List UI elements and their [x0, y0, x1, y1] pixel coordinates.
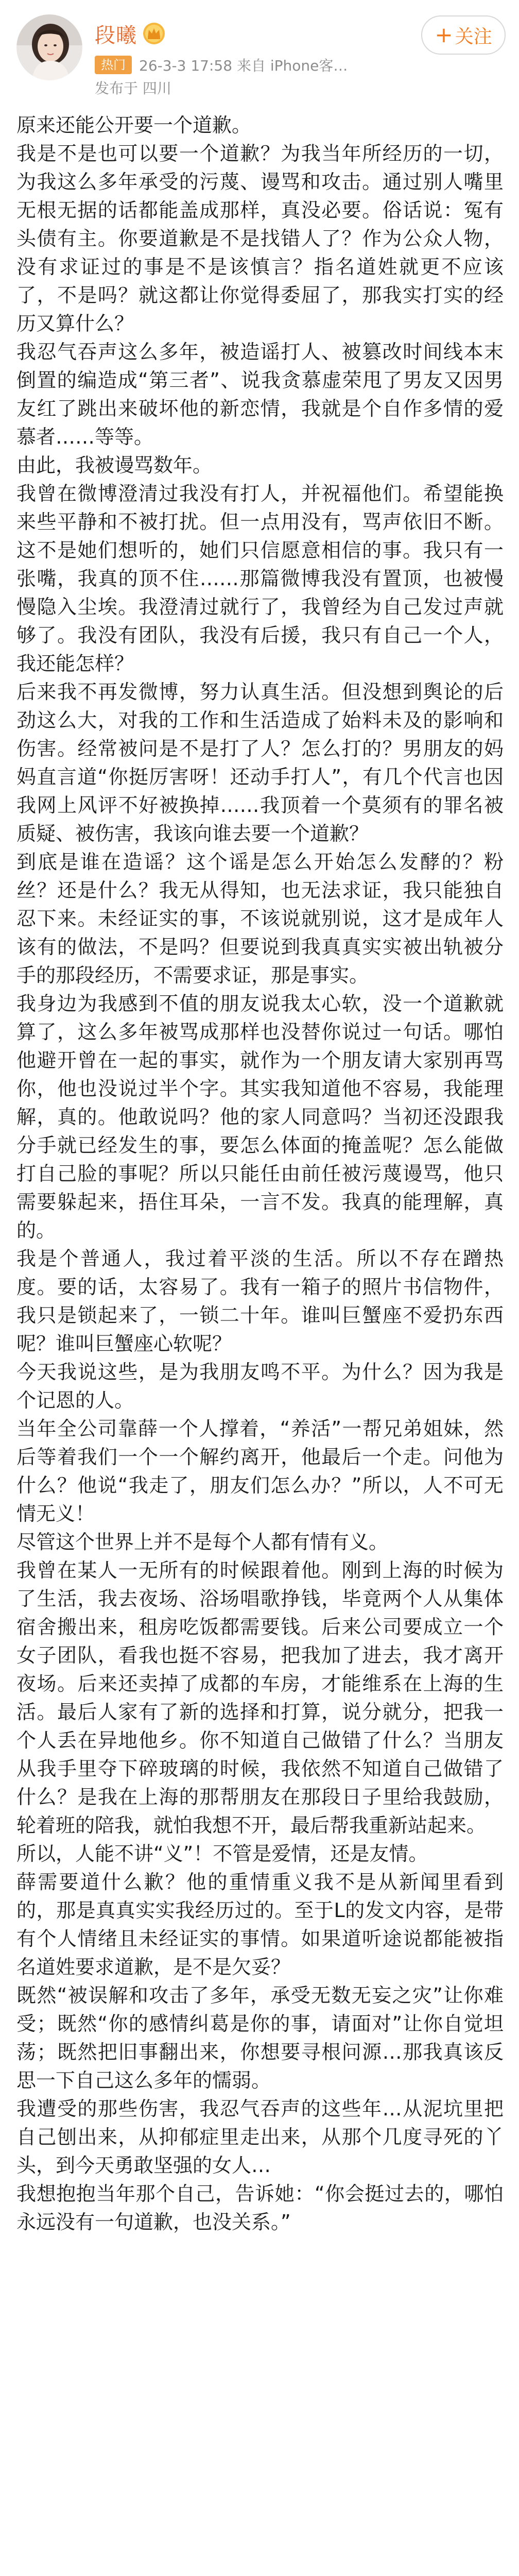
post-location: 发布于 四川: [95, 80, 171, 97]
post-paragraph: 薛需要道什么歉？他的重情重义我不是从新闻里看到的，那是真真实实我经历过的。至于L的发文内容，是带有个人情绪且未经证实的事情。如果道听途说都能被指名道姓要求道歉，是不是欠妥？: [16, 1871, 504, 1978]
post-paragraph: 所以，人能不讲“义”！不管是爱情，还是友情。: [16, 1842, 428, 1865]
follow-label: 关注: [455, 26, 492, 47]
post-paragraph: 我曾在某人一无所有的时候跟着他。刚到上海的时候为了生活，我去夜场、浴场唱歌挣钱，毕竟两个人从集体宿舍搬出来，租房吃饭都需要钱。后来公司要成立一个女子团队，看我也挺不容易，把我加了进去，我才离开夜场。后来还卖掉了成都的车房，才能维系在上海的生活。最后人家有了新的选择和打算，说分就分，把我一个人丢在异地他乡。你不知道自己做错了什么？当朋友从我手里夺下碎玻璃的时候，我依然不知道自己做错了什么？是我在上海的那帮朋友在那段日子里给我鼓励，轮着班的陪我，就怕我想不开，最后帮我重新站起来。: [16, 1559, 504, 1837]
post-paragraph: 由此，我被谩骂数年。: [16, 454, 213, 477]
post-paragraph: 当年全公司靠薛一个人撑着，“养活”一帮兄弟姐妹，然后等着我们一个一个解约离开，他最后一个走。问他为什么？他说“我走了，朋友们怎么办？”所以，人不可无情无义！: [16, 1417, 504, 1525]
post-paragraph: 后来我不再发微博，努力认真生活。但没想到舆论的后劲这么大，对我的工作和生活造成了始料未及的影响和伤害。经常被问是不是打了人？怎么打的？男朋友的妈妈直言道“你挺厉害呀！还动手打人”，有几个代言也因我网上风评不好被换掉……我顶着一个莫须有的罪名被质疑、被伤害，我该向谁去要一个道歉？: [16, 681, 504, 845]
avatar-image: [16, 14, 82, 80]
post-paragraph: 我是个普通人，我过着平淡的生活。所以不存在蹭热度。要的话，太容易了。我有一箱子的照片书信物件，我只是锁起来了，一锁二十年。谁叫巨蟹座不爱扔东西呢？谁叫巨蟹座心软呢？: [16, 1247, 504, 1355]
post-paragraph: 我身边为我感到不值的朋友说我太心软，没一个道歉就算了，这么多年被骂成那样也没替你说过一句话。哪怕他避开曾在一起的事实，就作为一个朋友请大家别再骂你，他也没说过半个字。其实我知道他不容易，我能理解，真的。他敢说吗？他的家人同意吗？当初还没跟我分手就已经发生的事，要怎么体面的掩盖呢？怎么能做打自己脸的事呢？所以只能任由前任被污蔑谩骂，他只需要躲起来，捂住耳朵，一言不发。我真的能理解，真的。: [16, 992, 504, 1242]
post-paragraph: 我曾在微博澄清过我没有打人，并祝福他们。希望能换来些平静和不被打扰。但一点用没有，骂声依旧不断。这不是她们想听的，她们只信愿意相信的事。我只有一张嘴，我真的顶不住……那篇微博我没有置顶，也被慢慢隐入尘埃。我澄清过就行了，我曾经为自己发过声就够了。我没有团队，我没有后援，我只有自己一个人，我还能怎样？: [16, 482, 504, 675]
plus-icon: +: [435, 22, 453, 47]
crown-icon: [142, 22, 166, 45]
post-body: [16, 111, 504, 2236]
post-paragraph: 今天我说这些，是为我朋友鸣不平。为什么？因为我是个记恩的人。: [16, 1361, 504, 1412]
post-paragraph: 原来还能公开要一个道歉。: [16, 114, 252, 137]
follow-button[interactable]: [421, 15, 506, 55]
post-paragraph: 我忍气吞声这么多年，被造谣打人、被篡改时间线本末倒置的编造成“第三者”、说我贪慕虚荣甩了男友又因男友红了跳出来破坏他的新恋情，我就是个自作多情的爱慕者……等等。: [16, 341, 504, 448]
hot-badge: 热门: [95, 56, 132, 74]
post-meta: 26-3-3 17:58 来自 iPhone客…: [139, 57, 348, 74]
post-paragraph: 既然“被误解和攻击了多年，承受无数无妄之灾”让你难受；既然“你的感情纠葛是你的事，请面对”让你自觉坦荡；既然把旧事翻出来，你想要寻根问源…那我真该反思一下自己这么多年的懦弱。: [16, 1984, 504, 2092]
post-paragraph: 我遭受的那些伤害，我忍气吞声的这些年…从泥坑里把自己刨出来，从抑郁症里走出来，从那个几度寻死的丫头，到今天勇敢坚强的女人…: [16, 2097, 504, 2177]
username[interactable]: 段曦: [95, 23, 137, 47]
meta-row: [95, 54, 348, 76]
post-paragraph: 我是不是也可以要一个道歉？为我当年所经历的一切，为我这么多年承受的污蔑、谩骂和攻击。通过别人嘴里无根无据的话都能盖成那样，真没必要。俗话说：冤有头债有主。你要道歉是不是找错人了？作为公众人物，没有求证过的事是不是该慎言？指名道姓就更不应该了，不是吗？就这都让你觉得委屈了，那我实打实的经历又算什么？: [16, 142, 504, 335]
post-paragraph: 尽管这个世界上并不是每个人都有情有义。: [16, 1531, 389, 1553]
post-paragraph: 我想抱抱当年那个自己，告诉她：“你会挺过去的，哪怕永远没有一句道歉，也没关系。”: [16, 2182, 504, 2233]
username-row: [95, 18, 166, 49]
post-header: [0, 0, 519, 113]
post-paragraph: 到底是谁在造谣？这个谣是怎么开始怎么发酵的？粉丝？还是什么？我无从得知，也无法求证，我只能独自忍下来。未经证实的事，不该说就别说，这才是成年人该有的做法，不是吗？但要说到我真真实实被出轨被分手的那段经历，不需要求证，那是事实。: [16, 851, 504, 987]
avatar[interactable]: [16, 14, 82, 80]
